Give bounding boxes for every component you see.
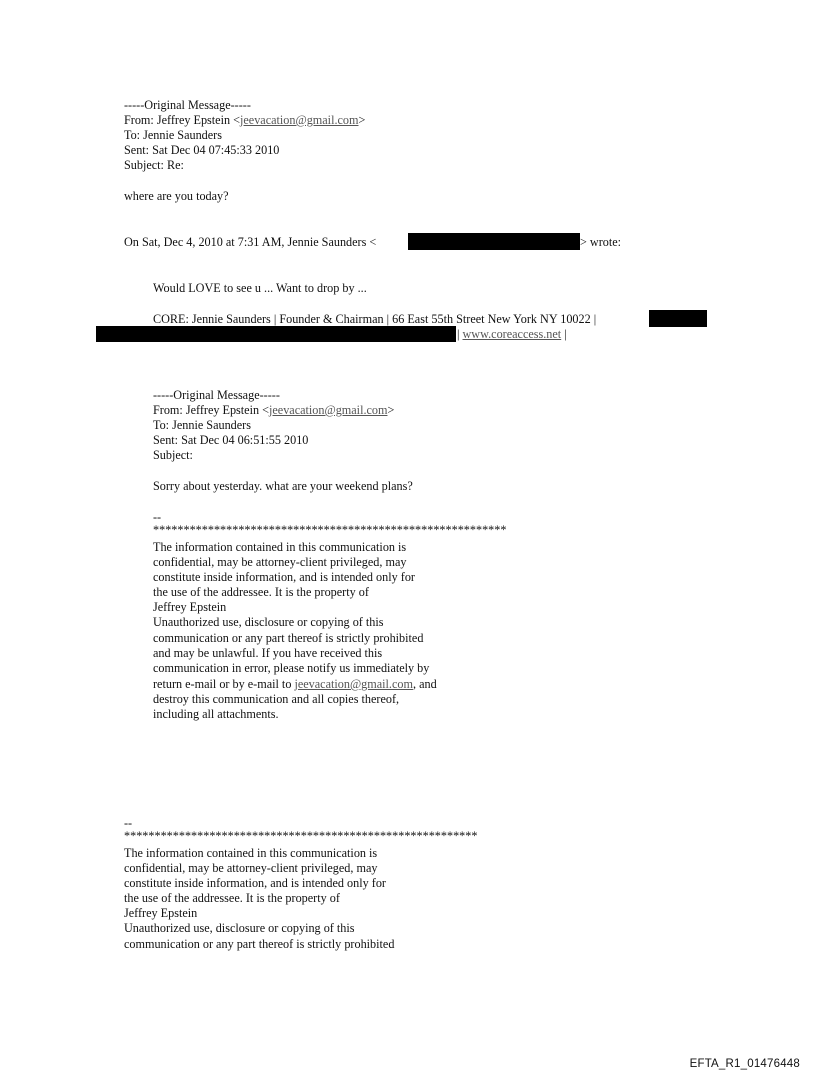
disclaimer-line: confidential, may be attorney-client privileged, may (153, 555, 407, 569)
disclaimer-line: including all attachments. (153, 707, 279, 721)
disclaimer-line: constitute inside information, and is intended only for (153, 570, 415, 584)
subject-line: Subject: (153, 448, 193, 462)
disclaimer-line: communication or any part thereof is strictly prohibited (124, 937, 395, 951)
website-link[interactable]: www.coreaccess.net (462, 327, 562, 341)
disclaimer-line: Jeffrey Epstein (153, 600, 227, 614)
redaction-bar (649, 310, 707, 327)
website-prefix: | (457, 327, 460, 341)
to-line: To: Jennie Saunders (124, 128, 222, 142)
quote-intro-suffix: > wrote: (580, 235, 622, 249)
signature-dashes: -- (124, 816, 133, 830)
disclaimer-line: the use of the addressee. It is the property of (124, 891, 340, 905)
disclaimer-line: The information contained in this communication is (153, 540, 407, 554)
sent-line: Sent: Sat Dec 04 07:45:33 2010 (124, 143, 280, 157)
signature-dashes: -- (153, 510, 162, 524)
disclaimer-line: Unauthorized use, disclosure or copying of this (153, 615, 384, 629)
return-email-link[interactable]: jeevacation@gmail.com (294, 677, 413, 691)
from-email-link[interactable]: jeevacation@gmail.com (268, 403, 388, 417)
disclaimer-line: communication in error, please notify us immediately by (153, 661, 430, 675)
quoted-body: Would LOVE to see u ... Want to drop by ... (153, 281, 367, 295)
from-email-link[interactable]: jeevacation@gmail.com (239, 113, 359, 127)
from-line (124, 113, 365, 128)
website-suffix: | (564, 327, 567, 341)
original-message-separator: -----Original Message----- (124, 98, 251, 112)
from-label: From: Jeffrey Epstein < (124, 113, 240, 127)
asterisk-divider: ********************************************************** (153, 523, 507, 537)
to-line: To: Jennie Saunders (153, 418, 251, 432)
quote-intro-prefix: On Sat, Dec 4, 2010 at 7:31 AM, Jennie Saunders < (124, 235, 377, 249)
inner-body: Sorry about yesterday. what are your weekend plans? (153, 479, 413, 493)
subject-line: Subject: Re: (124, 158, 184, 172)
disclaimer-line: confidential, may be attorney-client privileged, may (124, 861, 378, 875)
from-suffix: > (387, 403, 395, 417)
from-suffix: > (358, 113, 366, 127)
signature-line: CORE: Jennie Saunders | Founder & Chairman | 66 East 55th Street New York NY 10022 | (153, 312, 597, 326)
disclaimer-line: and may be unlawful. If you have received this (153, 646, 383, 660)
disclaimer-line: Jeffrey Epstein (124, 906, 198, 920)
sent-line: Sent: Sat Dec 04 06:51:55 2010 (153, 433, 309, 447)
original-message-separator: -----Original Message----- (153, 388, 280, 402)
from-line (153, 403, 394, 418)
disclaimer-line: constitute inside information, and is intended only for (124, 876, 386, 890)
redaction-bar (408, 233, 580, 250)
return-email-prefix: return e-mail or by e-mail to (153, 677, 295, 691)
disclaimer-line: the use of the addressee. It is the property of (153, 585, 369, 599)
return-email-suffix: , and (412, 677, 437, 691)
website-line (457, 327, 567, 342)
redaction-bar (96, 326, 456, 342)
document-id: EFTA_R1_01476448 (689, 1058, 800, 1070)
disclaimer-line: Unauthorized use, disclosure or copying of this (124, 921, 355, 935)
disclaimer-line: The information contained in this communication is (124, 846, 378, 860)
disclaimer-line: destroy this communication and all copies thereof, (153, 692, 400, 706)
disclaimer-line (153, 677, 437, 692)
from-label: From: Jeffrey Epstein < (153, 403, 269, 417)
disclaimer-line: communication or any part thereof is strictly prohibited (153, 631, 424, 645)
reply-body: where are you today? (124, 189, 229, 203)
asterisk-divider: ********************************************************** (124, 829, 478, 843)
